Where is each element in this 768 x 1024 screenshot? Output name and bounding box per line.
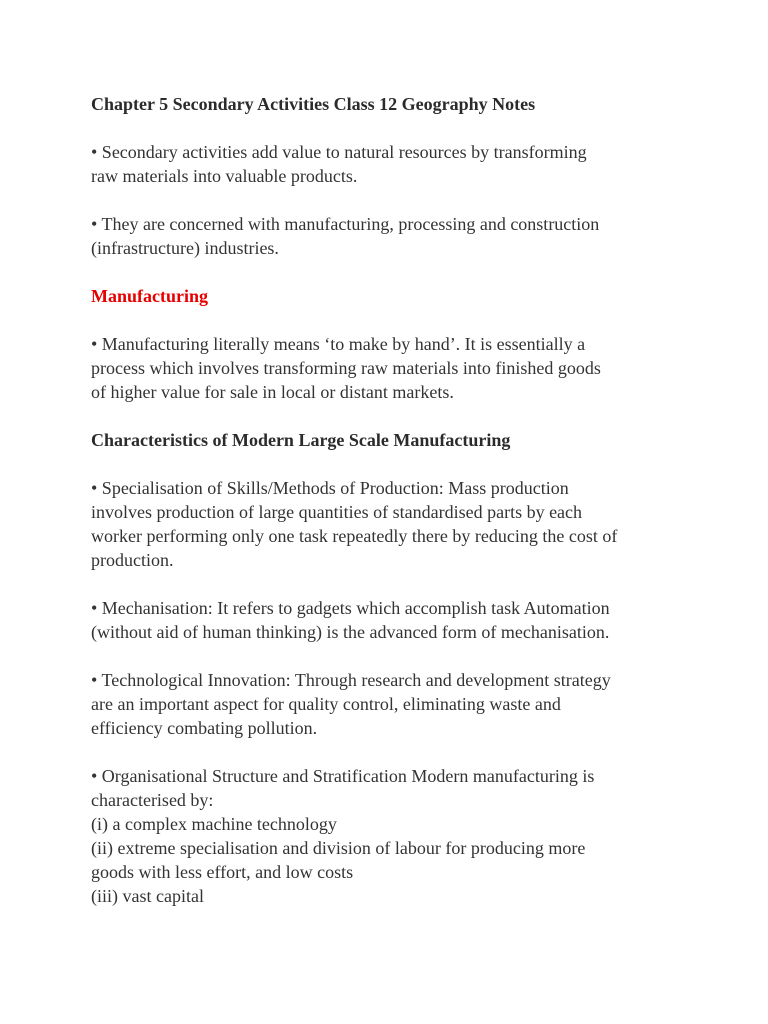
- title-line: Chapter 5 Secondary Activities Class 12 Geography Notes: [91, 94, 536, 114]
- text-line: production.: [91, 550, 174, 570]
- text-line: characterised by:: [91, 790, 214, 810]
- text-line: (infrastructure) industries.: [91, 238, 279, 258]
- manufacturing-paragraph: [91, 332, 691, 404]
- text-line: efficiency combating pollution.: [91, 718, 318, 738]
- text-line: • Secondary activities add value to natural resources by transforming: [91, 142, 587, 162]
- text-line: goods with less effort, and low costs: [91, 862, 354, 882]
- text-line: • Manufacturing literally means ‘to make by hand’. It is essentially a: [91, 334, 586, 354]
- characteristic-organisational-structure: [91, 764, 691, 908]
- text-line: involves production of large quantities of standardised parts by each: [91, 502, 583, 522]
- text-line: (without aid of human thinking) is the advanced form of mechanisation.: [91, 622, 610, 642]
- text-line: process which involves transforming raw materials into finished goods: [91, 358, 601, 378]
- text-line: • Specialisation of Skills/Methods of Production: Mass production: [91, 478, 569, 498]
- characteristic-mechanisation: [91, 596, 691, 644]
- heading-text: Characteristics of Modern Large Scale Manufacturing: [91, 430, 511, 450]
- intro-paragraph-1: [91, 140, 691, 188]
- manufacturing-heading: [91, 284, 691, 308]
- document-page: [91, 92, 691, 908]
- document-title: [91, 92, 691, 116]
- text-line: • Mechanisation: It refers to gadgets which accomplish task Automation: [91, 598, 610, 618]
- characteristic-technological-innovation: [91, 668, 691, 740]
- text-line: • Technological Innovation: Through research and development strategy: [91, 670, 611, 690]
- text-line: raw materials into valuable products.: [91, 166, 358, 186]
- list-item: (i) a complex machine technology: [91, 814, 337, 834]
- text-line: worker performing only one task repeatedly there by reducing the cost of: [91, 526, 618, 546]
- characteristic-specialisation: [91, 476, 691, 572]
- intro-paragraph-2: [91, 212, 691, 260]
- list-item: (ii) extreme specialisation and division of labour for producing more: [91, 838, 586, 858]
- text-line: of higher value for sale in local or distant markets.: [91, 382, 454, 402]
- heading-text: Manufacturing: [91, 286, 208, 306]
- text-line: • Organisational Structure and Stratification Modern manufacturing is: [91, 766, 595, 786]
- characteristics-heading: [91, 428, 691, 452]
- list-item: (iii) vast capital: [91, 886, 204, 906]
- text-line: • They are concerned with manufacturing, processing and construction: [91, 214, 600, 234]
- text-line: are an important aspect for quality control, eliminating waste and: [91, 694, 561, 714]
